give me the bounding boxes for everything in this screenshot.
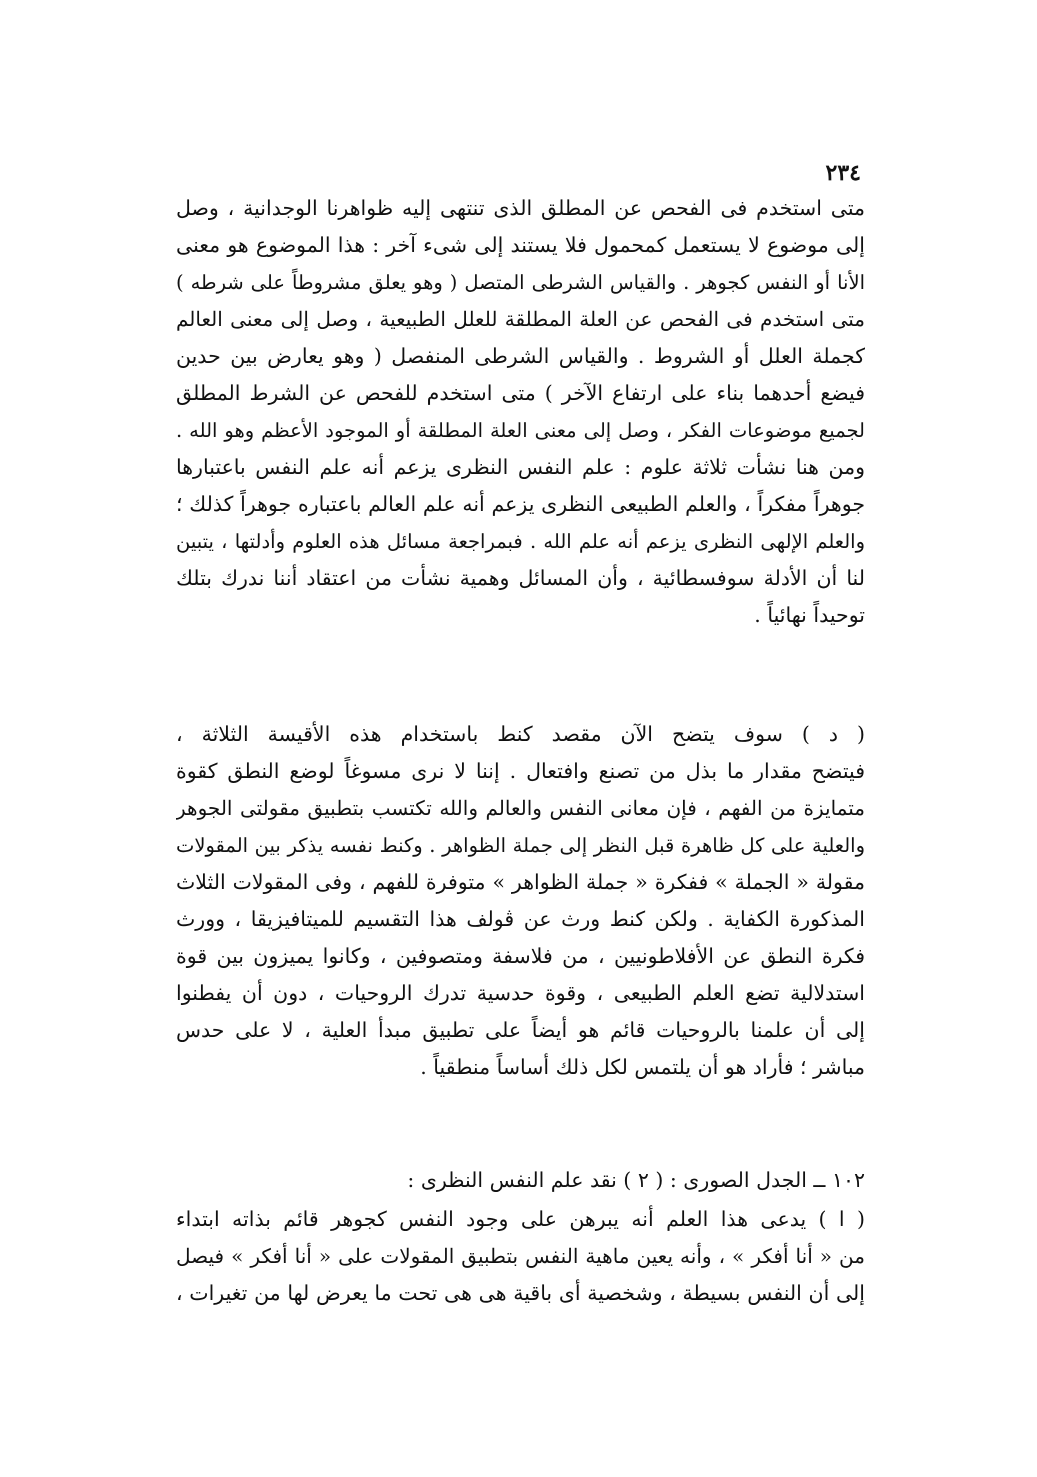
section-heading: [176, 1162, 865, 1199]
text-line: المذكورة الكفاية . ولكن كنط ورث عن ڤولف هذا التقسيم للميتافيزيقا ، وورث: [176, 907, 865, 931]
text-line: متمايزة من الفهم ، فإن معانى النفس والعالم والله تكتسب بتطبيق مقولتى الجوهر: [176, 796, 865, 820]
text-line: مباشر ؛ فأراد هو أن يلتمس لكل ذلك أساساً منطقياً .: [420, 1055, 865, 1079]
text-line: إلى موضوع لا يستعمل كمحمول فلا يستند إلى شىء آخر : هذا الموضوع هو معنى: [176, 233, 865, 257]
text-line: مقولة « الجملة » ففكرة « جملة الظواهر » متوفرة للفهم ، وفى المقولات الثلاث: [176, 870, 865, 894]
text-line: من « أنا أفكر » ، وأنه يعين ماهية النفس بتطبيق المقولات على « أنا أفكر » فيصل: [176, 1244, 865, 1268]
heading-line: ١٠٢ ــ الجدل الصورى : ( ٢ ) نقد علم النفس النظرى :: [407, 1168, 865, 1192]
text-line: فكرة النطق عن الأفلاطونيين ، من فلاسفة ومتصوفين ، وكانوا يميزون بين قوة: [176, 944, 865, 968]
paragraph-1: [176, 190, 865, 634]
text-line: إلى أن النفس بسيطة ، وشخصية أى باقية هى هى تحت ما يعرض لها من تغيرات ،: [176, 1281, 865, 1305]
text-line: ومن هنا نشأت ثلاثة علوم : علم النفس النظرى يزعم أنه علم النفس باعتبارها: [176, 455, 865, 479]
text-line: ( د ) سوف يتضح الآن مقصد كنط باستخدام هذه الأقيسة الثلاثة ،: [176, 722, 865, 746]
text-line: الأنا أو النفس كجوهر . والقياس الشرطى المتصل ( وهو يعلق مشروطاً على شرطه ): [176, 271, 865, 294]
paragraph-2: [176, 716, 865, 1086]
text-line: فيضع أحدهما بناء على ارتفاع الآخر ) متى استخدم للفحص عن الشرط المطلق: [176, 381, 865, 405]
text-line: كجملة العلل أو الشروط . والقياس الشرطى المنفصل ( وهو يعارض بين حدين: [176, 344, 865, 368]
paragraph-3: [176, 1201, 865, 1312]
text-line: لجميع موضوعات الفكر ، وصل إلى معنى العلة المطلقة أو الموجود الأعظم وهو الله .: [176, 419, 865, 442]
page-number: ٢٣٤: [825, 160, 861, 186]
text-line: متى استخدم فى الفحص عن المطلق الذى تنتهى إليه ظواهرنا الوجدانية ، وصل: [176, 196, 865, 220]
text-line: متى استخدم فى الفحص عن العلة المطلقة للعلل الطبيعية ، وصل إلى معنى العالم: [176, 307, 865, 331]
text-line: توحيداً نهائياً .: [754, 603, 865, 627]
text-line: جوهراً مفكراً ، والعلم الطبيعى النظرى يزعم أنه علم العالم باعتباره جوهراً كذلك ؛: [176, 492, 865, 516]
text-line: والعلم الإلهى النظرى يزعم أنه علم الله . فبمراجعة مسائل هذه العلوم وأدلتها ، يتبين: [176, 530, 865, 553]
text-line: استدلالية تضع العلم الطبيعى ، وقوة حدسية تدرك الروحيات ، دون أن يفطنوا: [176, 981, 865, 1005]
text-line: والعلية على كل ظاهرة قبل النظر إلى جملة الظواهر . وكنط نفسه يذكر بين المقولات: [176, 834, 865, 857]
text-line: ( ا ) يدعى هذا العلم أنه يبرهن على وجود النفس كجوهر قائم بذاته ابتداء: [176, 1207, 865, 1231]
text-line: فيتضح مقدار ما بذل من تصنع وافتعال . إننا لا نرى مسوغاً لوضع النطق كقوة: [176, 759, 865, 783]
text-line: إلى أن علمنا بالروحيات قائم هو أيضاً على تطبيق مبدأ العلية ، لا على حدس: [176, 1018, 865, 1042]
text-line: لنا أن الأدلة سوفسطائية ، وأن المسائل وهمية نشأت من اعتقاد أننا ندرك بتلك: [176, 566, 865, 590]
